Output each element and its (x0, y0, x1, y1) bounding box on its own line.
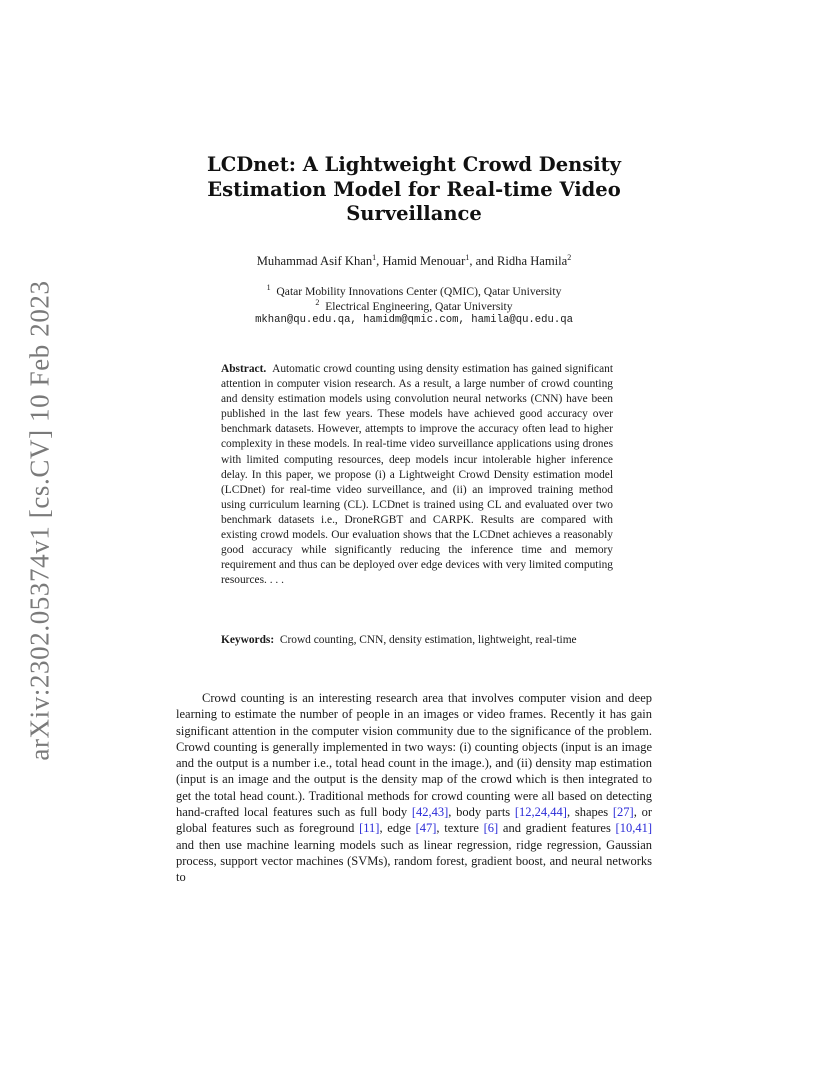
author-separator: , (376, 254, 383, 268)
body-text: and gradient features (498, 821, 616, 836)
author-name: Ridha Hamila (496, 254, 568, 268)
keywords-label: Keywords: (221, 634, 275, 646)
title-line-2: Estimation Model for Real-time Video (207, 177, 621, 201)
arxiv-identifier: arXiv:2302.05374v1 [cs.CV] 10 Feb 2023 (24, 280, 55, 761)
affiliation-marker: 2 (567, 253, 572, 262)
author-name: Hamid Menouar (382, 254, 466, 268)
abstract-label: Abstract. (221, 363, 267, 375)
citation-link[interactable]: [42,43] (411, 805, 449, 820)
affiliation-marker: 1 (465, 253, 470, 262)
affiliation-text: Qatar Mobility Innovations Center (QMIC), Qatar University (276, 285, 562, 298)
citation-link[interactable]: [6] (483, 821, 499, 836)
body-text: , or global features such as foreground (176, 805, 652, 836)
body-text: Crowd counting is an interesting research area that involves computer vision and deep learning to estimate the number of people in an images or video frames. Recently it has gain significant attention in the computer vision community due to the significance of the problem. Crowd counting is generally implemented in two ways: (i) counting objects (input is an image and the output is a number i.e., total head count in the image.), and (ii) density map estimation (input is an image and the output is the density map of the crowd which is then integrated to get the total head count.). Traditional methods for crowd counting were all based on detecting hand-crafted local features such as full body (176, 691, 652, 820)
keywords-text: Crowd counting, CNN, density estimation, lightweight, real-time (279, 634, 577, 646)
keywords (221, 633, 613, 648)
affiliation-2 (160, 298, 668, 313)
citation-link[interactable]: [47] (415, 821, 437, 836)
author-name: Muhammad Asif Khan (256, 254, 373, 268)
body-text: , edge (379, 821, 416, 836)
abstract-text: Automatic crowd counting using density estimation has gained significant attention in computer vision research. As a result, a large number of crowd counting and density estimation models using convolution neural networks (CNN) have been published in the last few years. These models have achieved good accuracy over benchmark datasets. However, attempts to improve the accuracy often lead to higher complexity in these models. In real-time video surveillance applications using drones with limited computing resources, deep models incur intolerable higher inference delay. In this paper, we propose (i) a Lightweight Crowd Density estimation model (LCDnet) for real-time video surveillance, and (ii) an improved training method using curriculum learning (CL). LCDnet is trained using CL and evaluated over two benchmark datasets i.e., DroneRGBT and CARPK. Results are compared with existing crowd models. Our evaluation shows that the LCDnet achieves a reasonably good accuracy while significantly reducing the inference time and memory requirement and thus can be deployed over edge devices with very limited computing resources. . . . (221, 363, 614, 587)
citation-link[interactable]: [12,24,44] (514, 805, 567, 820)
affiliation-marker: 1 (372, 253, 377, 262)
paper-title (160, 153, 668, 227)
citation-link[interactable]: [11] (359, 821, 380, 836)
body-text: , body parts (448, 805, 515, 820)
abstract (221, 362, 613, 588)
affiliation-1 (160, 283, 668, 298)
citation-link[interactable]: [10,41] (615, 821, 652, 836)
author-list (160, 253, 668, 269)
title-line-3: Surveillance (346, 202, 482, 225)
body-text: and then use machine learning models such as linear regression, ridge regression, Gaussian process, support vector machines (SVMs), random forest, gradient boost, and neural networks to (176, 837, 652, 885)
author-separator: , and (469, 254, 497, 268)
affiliation-text: Electrical Engineering, Qatar University (325, 300, 513, 313)
body-text: , texture (436, 821, 484, 836)
body-text: , shapes (566, 805, 613, 820)
title-line-1: LCDnet: A Lightweight Crowd Density (206, 153, 621, 176)
citation-link[interactable]: [27] (612, 805, 634, 820)
affiliation-marker: 1 (266, 283, 271, 292)
affiliation-marker: 2 (315, 298, 320, 307)
arxiv-sidebar-stamp (18, 280, 62, 761)
author-emails[interactable]: mkhan@qu.edu.qa, hamidm@qmic.com, hamila@qu.edu.qa (255, 314, 573, 326)
body-paragraph (176, 690, 652, 886)
